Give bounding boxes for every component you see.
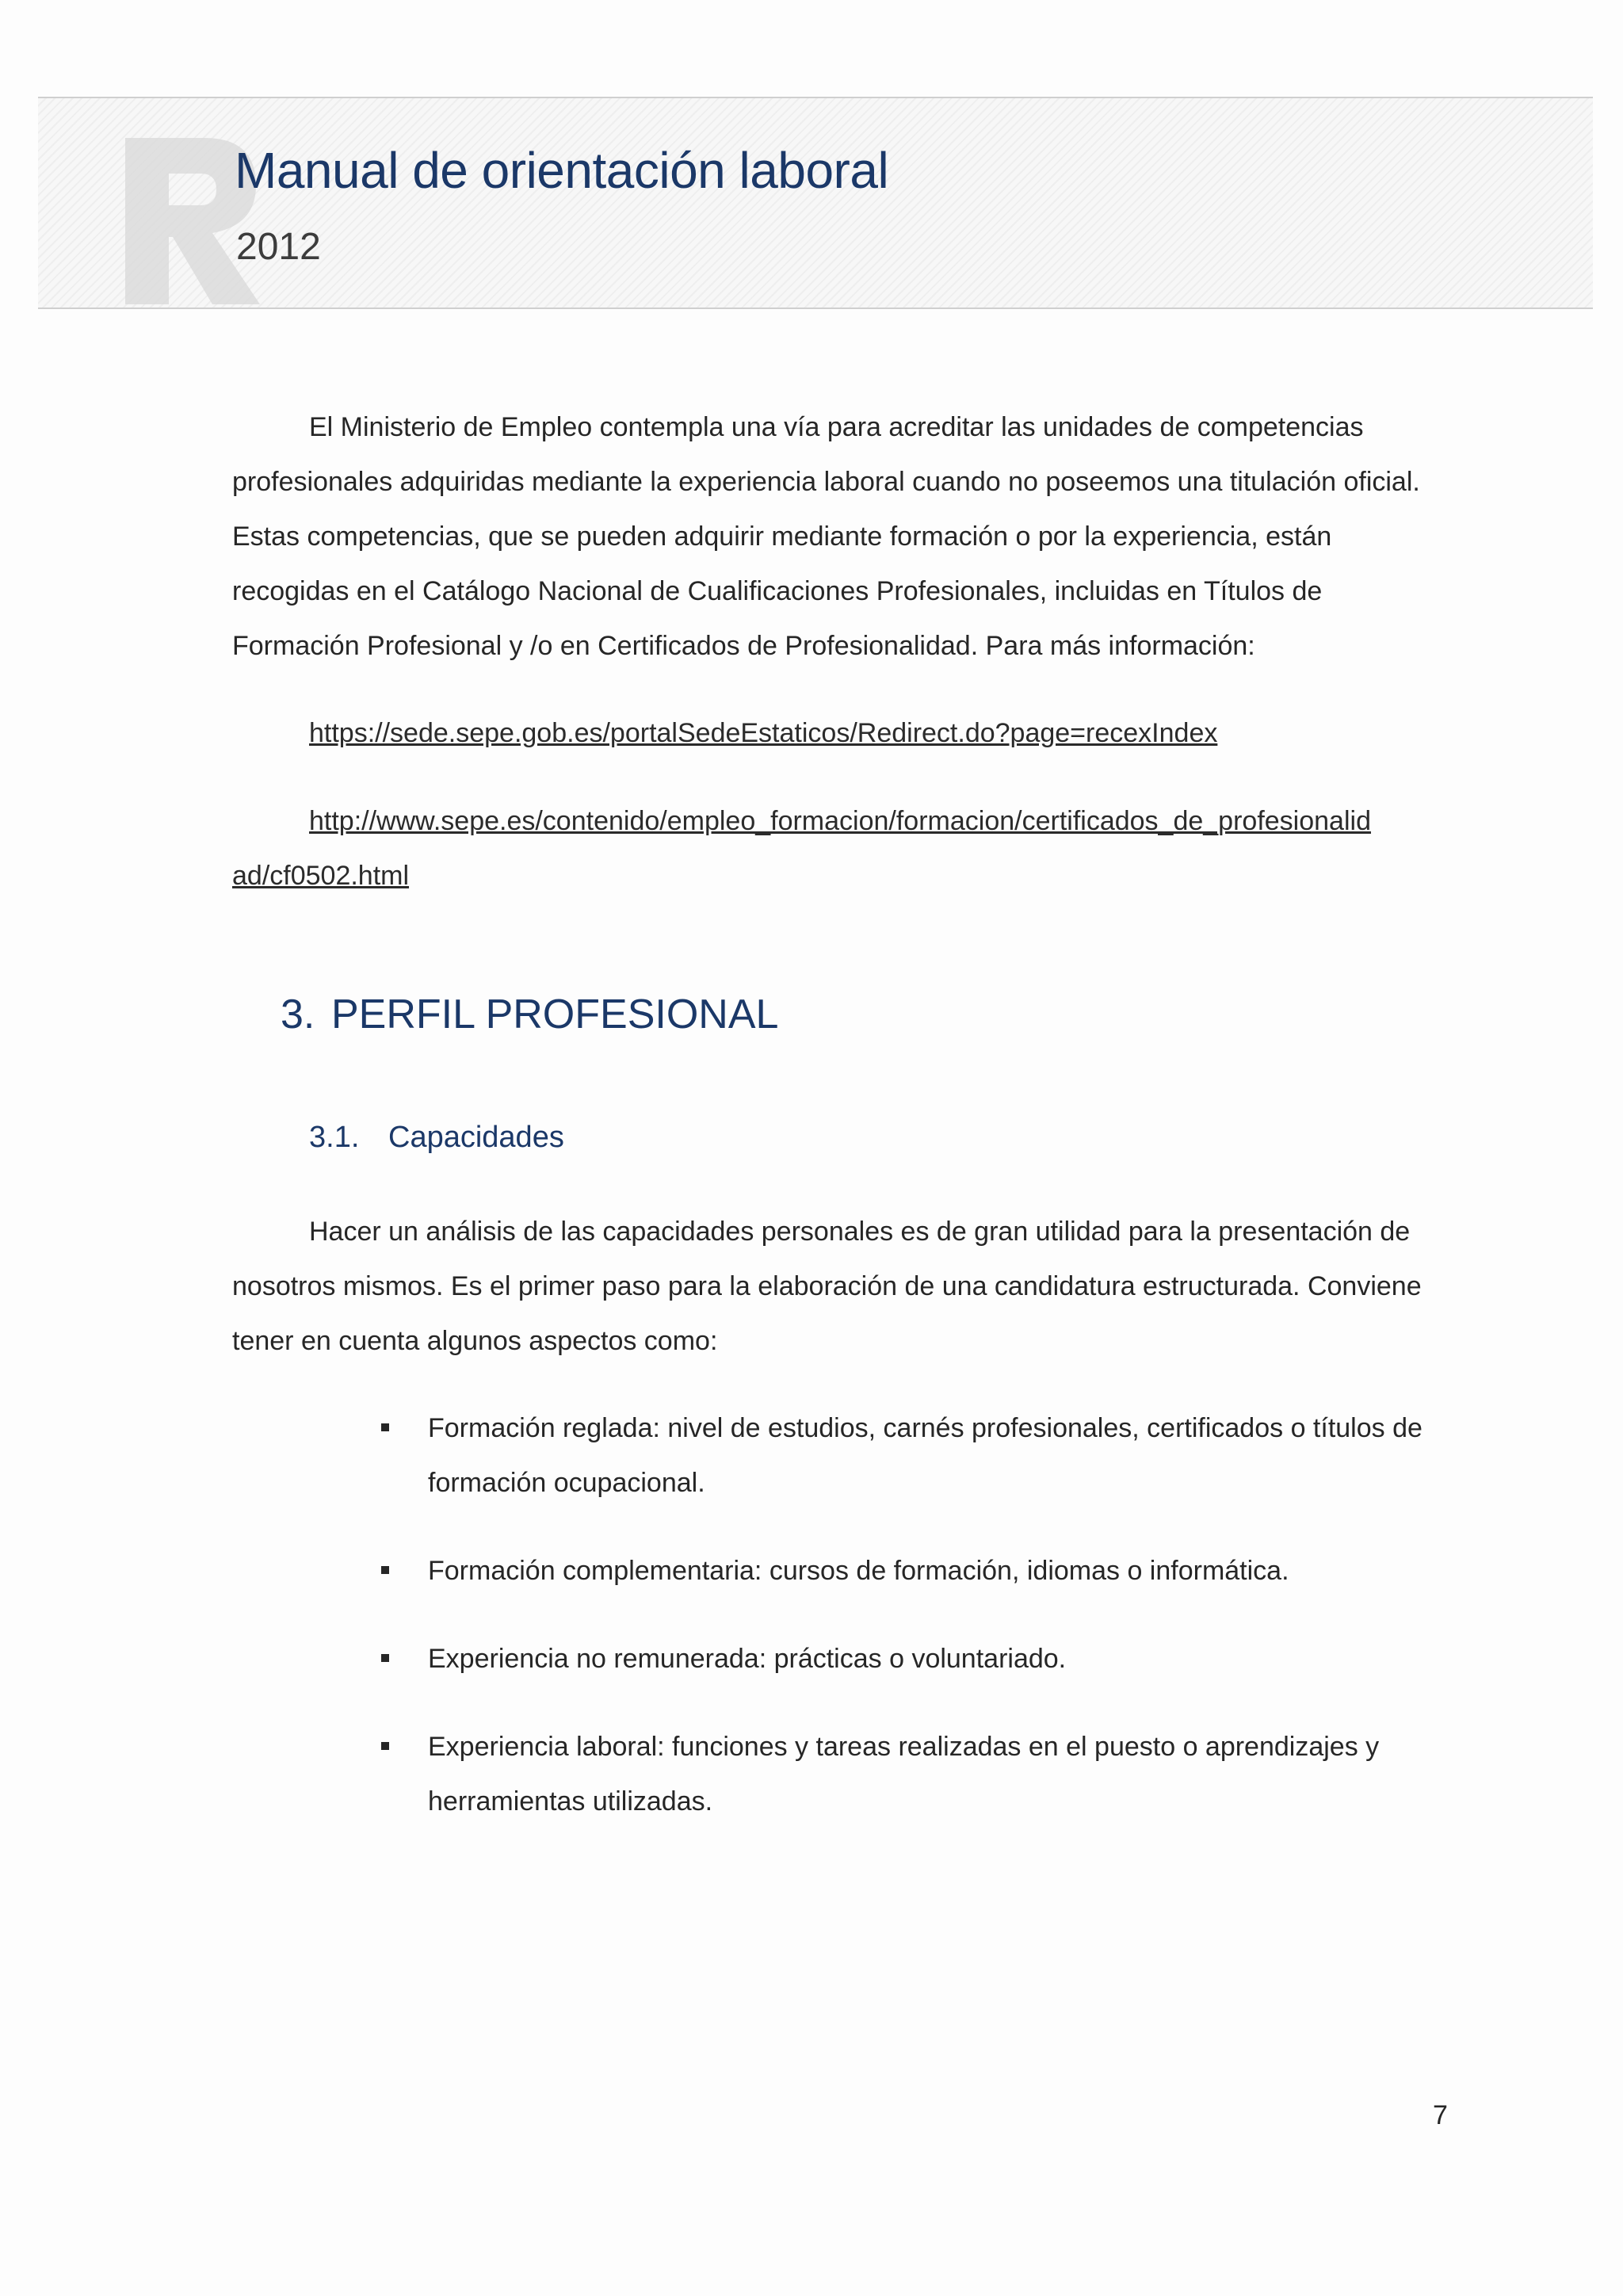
subsection-heading <box>309 1121 564 1155</box>
intro-line: profesionales adquiridas mediante la experiencia laboral cuando no poseemos una titulación oficial. <box>232 467 1420 497</box>
section-heading <box>281 991 778 1038</box>
capacidades-paragraph <box>232 1205 1449 1369</box>
intro-line: Formación Profesional y /o en Certificados de Profesionalidad. Para más información: <box>232 631 1255 661</box>
intro-line: recogidas en el Catálogo Nacional de Cualificaciones Profesionales, incluidas en Títulos de <box>232 576 1323 606</box>
capacidades-line: nosotros mismos. Es el primer paso para la elaboración de una candidatura estructurada. Conviene <box>232 1271 1422 1301</box>
intro-paragraph <box>232 400 1449 674</box>
document-year: 2012 <box>236 226 321 268</box>
list-item <box>379 1632 1449 1687</box>
list-item-text-continuation: formación ocupacional. <box>428 1468 705 1498</box>
square-bullet-icon <box>381 1423 389 1431</box>
page-number: 7 <box>1433 2100 1448 2130</box>
capacidades-list <box>379 1401 1449 1862</box>
square-bullet-icon <box>381 1742 389 1750</box>
sepe-recex-link[interactable]: https://sede.sepe.gob.es/portalSedeEstaticos/Redirect.do?page=recexIndex <box>309 718 1218 748</box>
list-item <box>379 1401 1449 1511</box>
capacidades-line: Hacer un análisis de las capacidades personales es de gran utilidad para la presentación de <box>309 1217 1411 1247</box>
sepe-certificados-link-continuation[interactable]: ad/cf0502.html <box>232 861 410 891</box>
document-title: Manual de orientación laboral <box>235 142 889 199</box>
capacidades-line: tener en cuenta algunos aspectos como: <box>232 1326 718 1356</box>
list-item-text-continuation: herramientas utilizadas. <box>428 1786 713 1817</box>
intro-line: El Ministerio de Empleo contempla una vía para acreditar las unidades de competencias <box>309 412 1364 442</box>
subsection-number: 3.1. <box>309 1121 360 1154</box>
intro-line: Estas competencias, que se pueden adquirir mediante formación o por la experiencia, están <box>232 521 1332 552</box>
square-bullet-icon <box>381 1566 389 1574</box>
section-number: 3. <box>281 991 315 1037</box>
list-item <box>379 1544 1449 1599</box>
square-bullet-icon <box>381 1654 389 1662</box>
section-title: PERFIL PROFESIONAL <box>331 991 779 1037</box>
subsection-title: Capacidades <box>388 1121 564 1154</box>
list-item-text: Formación complementaria: cursos de formación, idiomas o informática. <box>428 1556 1289 1586</box>
list-item-text: Formación reglada: nivel de estudios, carnés profesionales, certificados o títulos de <box>428 1413 1423 1443</box>
list-item-text: Experiencia laboral: funciones y tareas realizadas en el puesto o aprendizajes y <box>428 1732 1380 1762</box>
list-item-text: Experiencia no remunerada: prácticas o voluntariado. <box>428 1644 1067 1674</box>
document-header <box>38 97 1593 309</box>
list-item <box>379 1720 1449 1829</box>
sepe-certificados-link[interactable]: http://www.sepe.es/contenido/empleo_formacion/formacion/certificados_de_profesionalid <box>309 806 1371 836</box>
